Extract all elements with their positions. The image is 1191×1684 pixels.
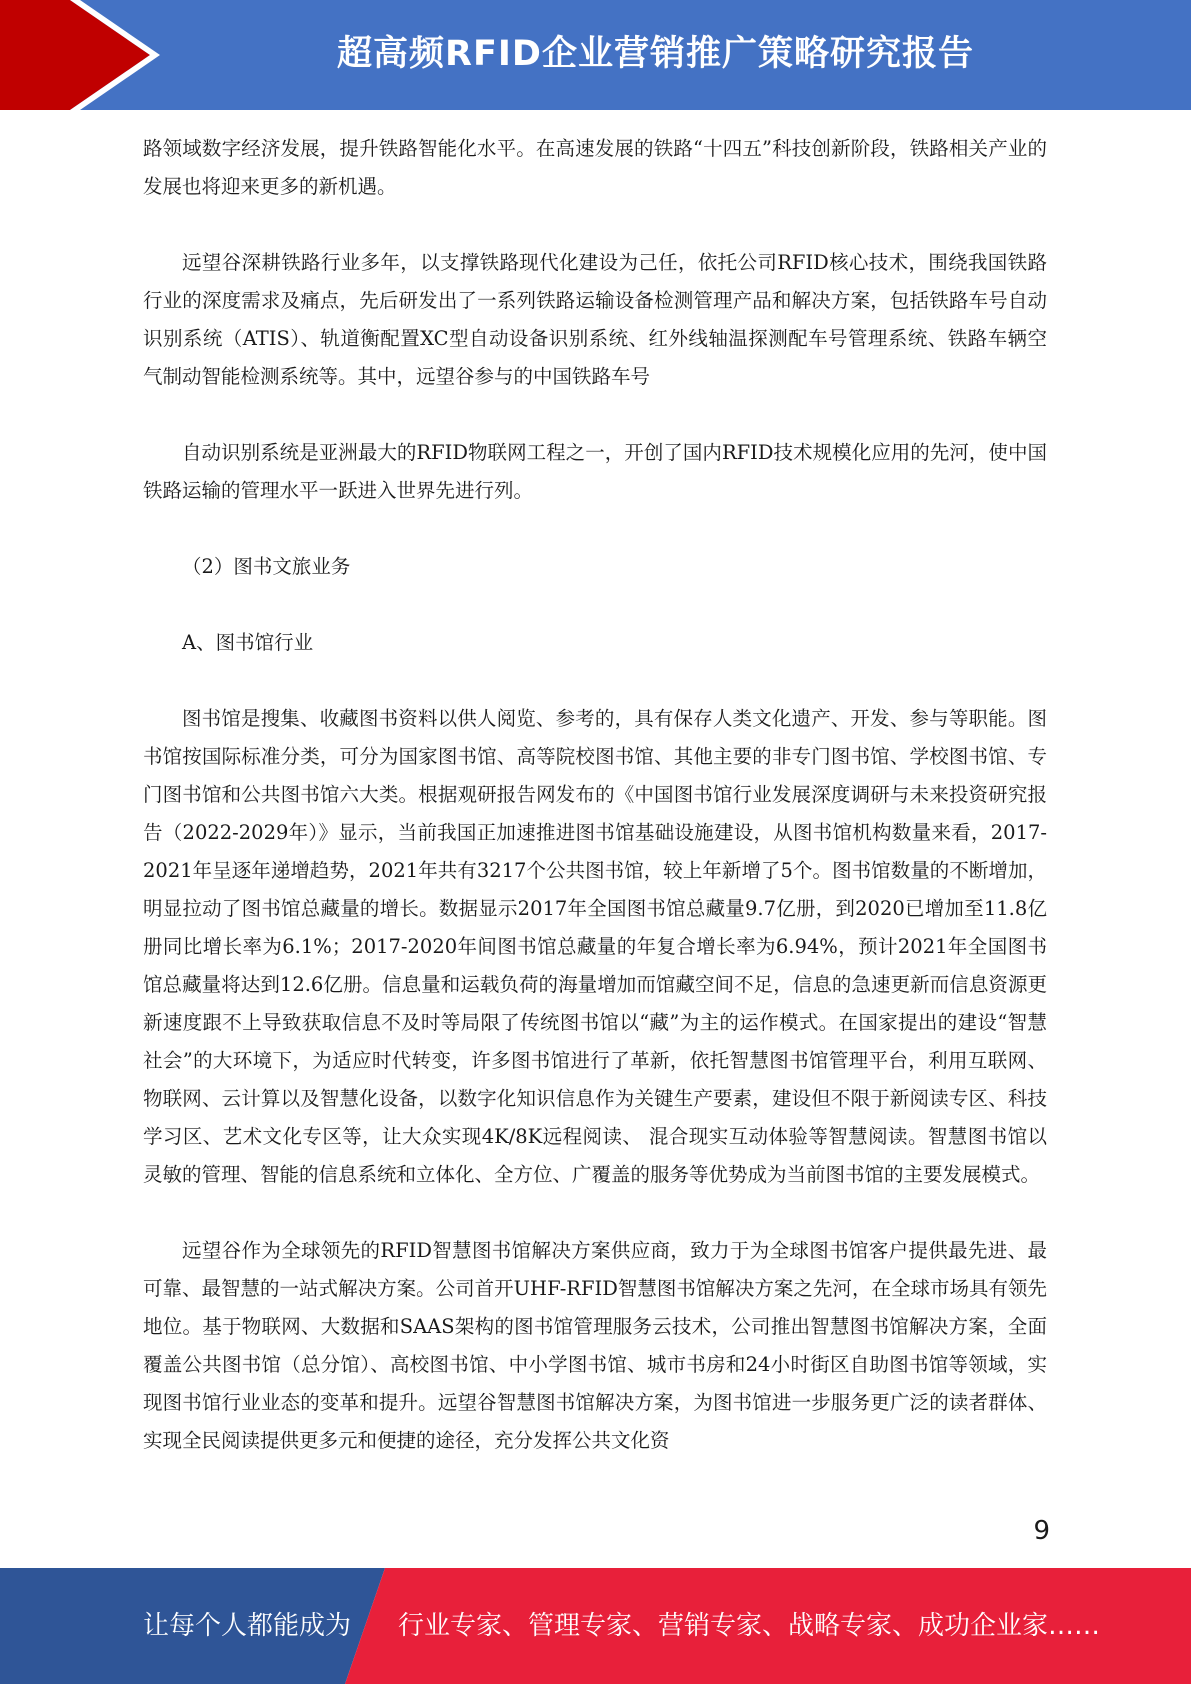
document-body xyxy=(143,130,1047,1460)
subsection-heading-library-industry: A、图书馆行业 xyxy=(182,631,314,654)
section-heading-library-culture: （2）图书文旅业务 xyxy=(182,555,351,578)
paragraph-railway-intro: 路领域数字经济发展，提升铁路智能化水平。在高速发展的铁路“十四五”科技创新阶段，铁路相关产业的发展也将迎来更多的新机遇。 xyxy=(143,137,1047,198)
page-header xyxy=(0,0,1191,110)
paragraph-railway-products: 远望谷深耕铁路行业多年，以支撑铁路现代化建设为己任，依托公司RFID核心技术，围绕我国铁路行业的深度需求及痛点，先后研发出了一系列铁路运输设备检测管理产品和解决方案，包括铁路车号自动识别系统（ATIS）、轨道衡配置XC型自动设备识别系统、红外线轴温探测配车号管理系统、铁路车辆空气制动智能检测系统等。其中，远望谷参与的中国铁路车号 xyxy=(143,251,1047,388)
paragraph-smart-library-solution: 远望谷作为全球领先的RFID智慧图书馆解决方案供应商，致力于为全球图书馆客户提供最先进、最可靠、最智慧的一站式解决方案。公司首开UHF-RFID智慧图书馆解决方案之先河，在全球市场具有领先地位。基于物联网、大数据和SAAS架构的图书馆管理服务云技术，公司推出智慧图书馆解决方案，全面覆盖公共图书馆（总分馆）、高校图书馆、中小学图书馆、城市书房和24小时街区自助图书馆等领域，实现图书馆行业业态的变革和提升。远望谷智慧图书馆解决方案，为图书馆进一步服务更广泛的读者群体、实现全民阅读提供更多元和便捷的途径，充分发挥公共文化资 xyxy=(143,1239,1047,1452)
page-footer xyxy=(0,1568,1191,1684)
footer-slogan-left: 让每个人都能成为 xyxy=(143,1611,352,1641)
paragraph-library-industry: 图书馆是搜集、收藏图书资料以供人阅览、参考的，具有保存人类文化遗产、开发、参与等职能。图书馆按国际标准分类，可分为国家图书馆、高等院校图书馆、其他主要的非专门图书馆、学校图书馆、专门图书馆和公共图书馆六大类。根据观研报告网发布的《中国图书馆行业发展深度调研与未来投资研究报告（2022-2029年）》显示，当前我国正加速推进图书馆基础设施建设，从图书馆机构数量来看，2017-2021年呈逐年递增趋势，2021年共有3217个公共图书馆，较上年新增了5个。图书馆数量的不断增加，明显拉动了图书馆总藏量的增长。数据显示2017年全国图书馆总藏量9.7亿册，到2020已增加至11.8亿册同比增长率为6.1%；2017-2020年间图书馆总藏量的年复合增长率为6.94%，预计2021年全国图书馆总藏量将达到12.6亿册。信息量和运载负荷的海量增加而馆藏空间不足，信息的急速更新而信息资源更新速度跟不上导致获取信息不及时等局限了传统图书馆以“藏”为主的运作模式。在国家提出的建设“智慧社会”的大环境下，为适应时代转变，许多图书馆进行了革新，依托智慧图书馆管理平台，利用互联网、物联网、云计算以及智慧化设备，以数字化知识信息作为关键生产要素，建设但不限于新阅读专区、科技学习区、艺术文化专区等，让大众实现4K/8K远程阅读、 混合现实互动体验等智慧阅读。智慧图书馆以灵敏的管理、智能的信息系统和立体化、全方位、广覆盖的服务等优势成为当前图书馆的主要发展模式。 xyxy=(143,707,1047,1186)
page-number: 9 xyxy=(1033,1516,1050,1546)
report-title: 超高频RFID企业营销推广策略研究报告 xyxy=(337,34,974,74)
paragraph-railway-atis: 自动识别系统是亚洲最大的RFID物联网工程之一，开创了国内RFID技术规模化应用的先河，使中国铁路运输的管理水平一跃进入世界先进行列。 xyxy=(143,441,1047,502)
footer-slogan-right: 行业专家、管理专家、营销专家、战略专家、成功企业家…… xyxy=(398,1611,1101,1641)
